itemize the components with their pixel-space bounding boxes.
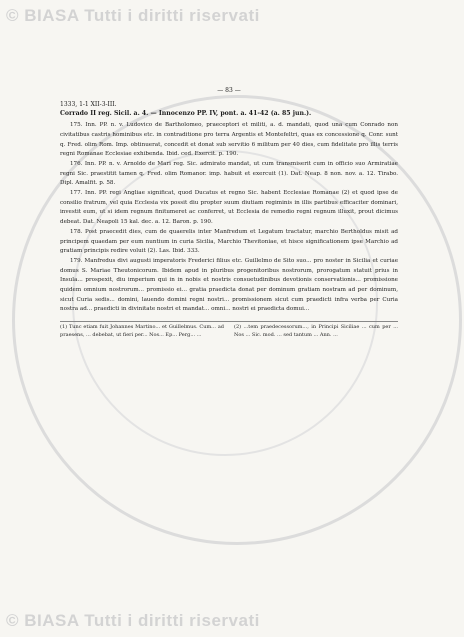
footnotes bbox=[60, 321, 398, 339]
document-page bbox=[60, 86, 398, 339]
header-title: Corrado II reg. Sicil. a. 4. — Innocenzo PP. IV, pont. a. 41-42 (a. 85 jun.). bbox=[60, 110, 312, 118]
copyright-watermark-bottom: © BIASA Tutti i diritti riservati bbox=[6, 611, 260, 630]
entry-175: 175. Inn. PP. n. v. Ludovico de Bartholomeo, praeceptori et militi, a. d. mandati, quod una cum Conrado non civitatibus castris hominibus etc. in contraditione pro terra Argentis et Montefeltri, quas ex concessione q. Conr. sunt q. Fred. olim Rom. Imp. obtinuerat, concedit et donat sub servitio 6 militum per 40 dies, cum fidelitate pro illis terris regni Romanae Ecclesiae exhibenda. Ibid. ced. Exercit. p. 190. bbox=[60, 122, 398, 158]
header-reference: 1333, 1-1 XII-3-III. bbox=[60, 100, 117, 108]
footnote-2: (2) ...tem praedecessorum..., in Principi Siciliae ... cum per ... Nos ... Sic. mod. ... sed tantum ... Ann. ... bbox=[234, 324, 398, 338]
entry-177: 177. Inn. PP. regi Angliae significat, quod Ducatus et regno Sic. habent Ecclesiae Romanae (2) et quod ipse de consilio fratrum, vel quia Ecclesia vix possit diu propter suum diutiam regiminis in illis partibus efficaciter dominari, investit eum, ut si idem regnum finitumeret ac conferret, ut Ecclesia de remedio regni regnum illuxit, prout dicimus debeat. Dat. Neapoli 15 kal. dec. a. 12. Baron. p. 190. bbox=[60, 190, 398, 226]
entry-176: 176. Inn. PP. n. v. Arnoldo de Mari reg. Sic. admirato mandat, ut cum transmiserit cum in officio suo Armiratiae regni Sic. praestitit tamen q. Fred. olim Romanor. imp. habuit et exercuit (1). Dat. Neap. 8 non. nov. a. 12. Tirabo. Dipl. Amalfit. p. 58. bbox=[60, 160, 398, 187]
footnote-1: (1) Tunc etiam fuit Johannes Martino... et Guillelmus. Cum... ad praesens, ... debebat, ut fieri per... Nos... Ep... Perg... ... bbox=[60, 324, 224, 338]
copyright-watermark-top: © BIASA Tutti i diritti riservati bbox=[6, 6, 260, 25]
entry-178: 178. Post praecedit dies, cum de quaerelis inter Manfredum et Legatum tractatur, marchio Bertholdus misit ad principem quaedam per eum nuntium in curia Sicilia, Marchio Thevitoniae, et hisce significationem ipse Marchio ad gratiam principis redire voluit (2). Las. Ibid. 333. bbox=[60, 228, 398, 255]
page-number: — 83 — bbox=[217, 87, 241, 94]
entry-179: 179. Manfredus divi augusti imperatoris Frederici filius etc. Guillelmo de Sito suo... pro noster in Sicilia et curiae domus S. Mariae Theutonicorum. Ibidem apud in pluribus progenitoribus nostrorum, prorogatum statuit prius in Insula... prospexit, diu imperium qui in in nobis et nostris consuetudinibus devotionis conservationis... promissione quidem omnium nostrorum... promissio ei... gratia praedicta donat per dominum gratiam nostram ad per dominum, sicut Curia sedis... domini, lauendo domini regni nostri... promissionem sicut cum praedicti infra verba per Curia nostra ad... praedicti in divinitate nostri et mandat... omni... nostri ei praedicta domui... bbox=[60, 257, 398, 313]
